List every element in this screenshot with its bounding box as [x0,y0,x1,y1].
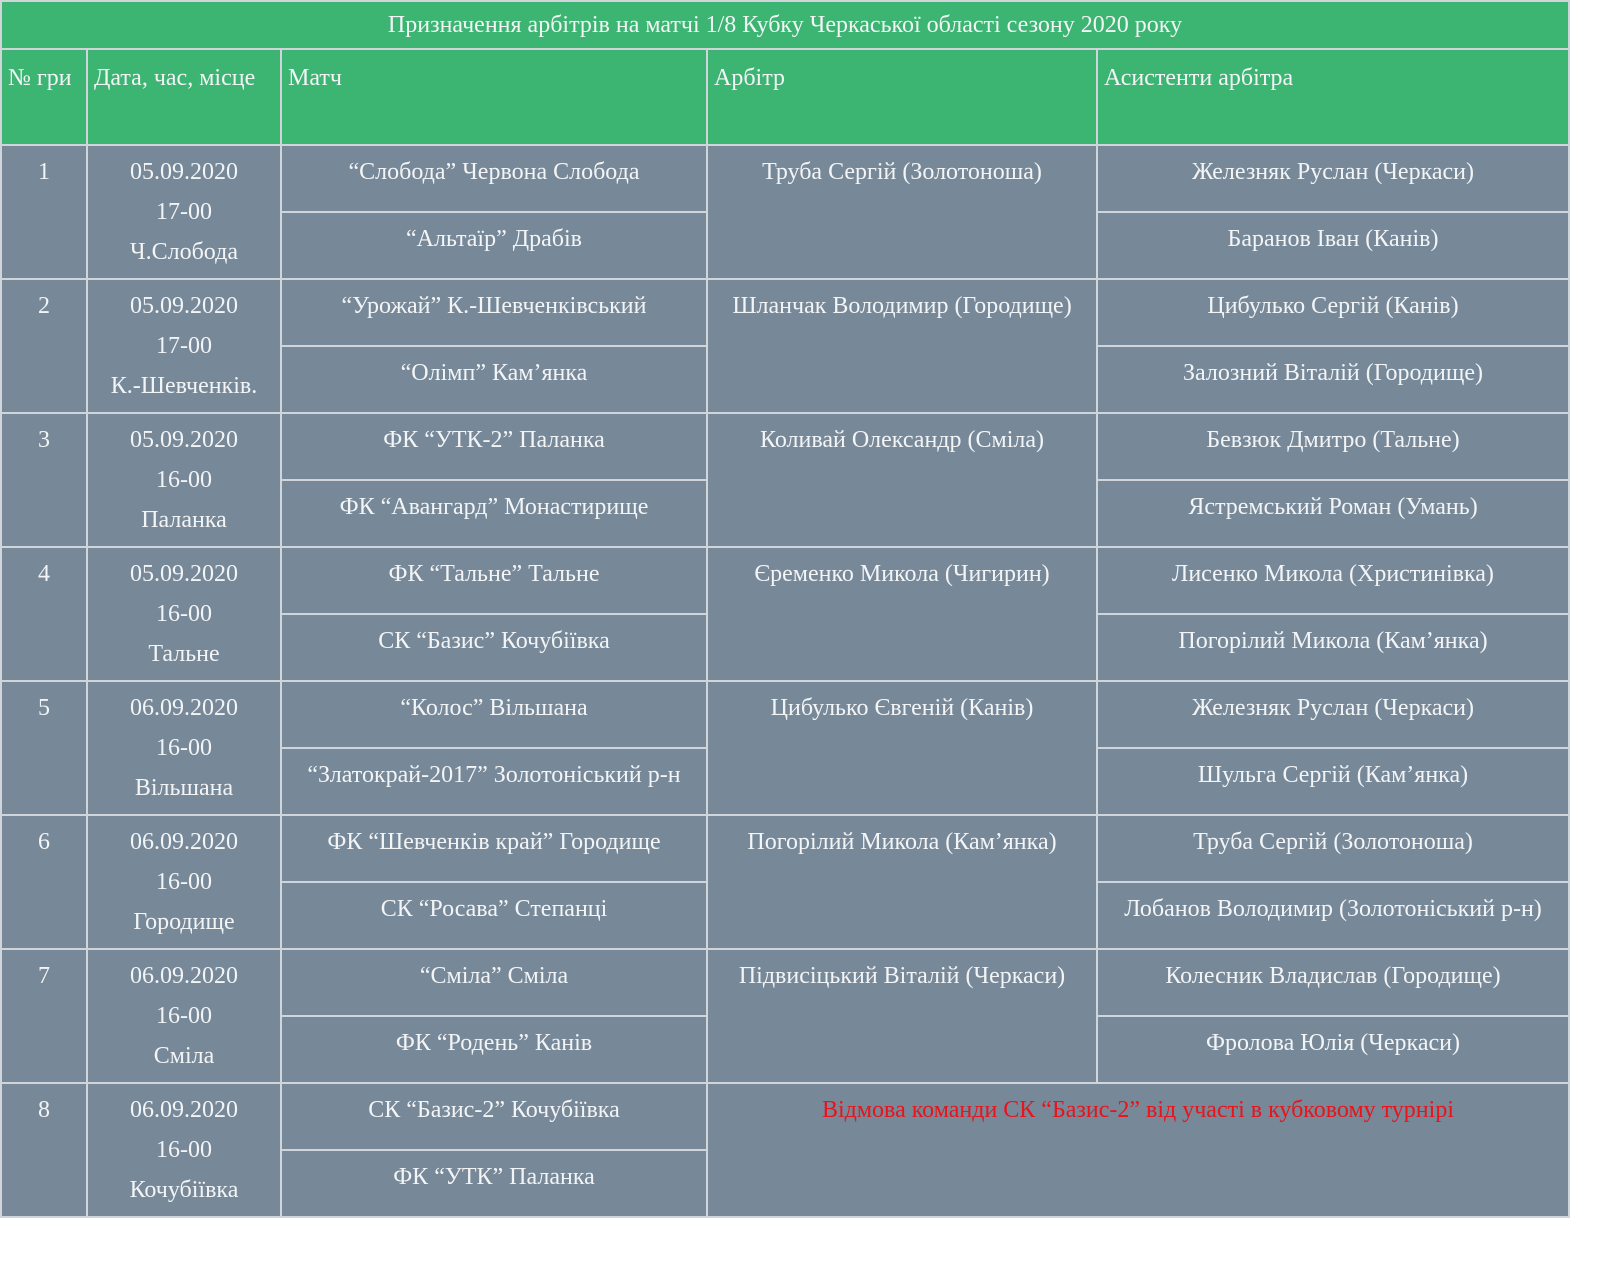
game-row [1,1083,1569,1150]
away-team: СК “Базис” Кочубіївка [281,614,707,681]
date-time-place [87,681,281,815]
home-team: “Колос” Вільшана [281,681,707,748]
referee: Погорілий Микола (Кам’янка) [707,815,1097,949]
game-date: 05.09.2020 [130,293,238,319]
home-team: “Сміла” Сміла [281,949,707,1016]
home-team: “Урожай” К.-Шевченківський [281,279,707,346]
game-time: 16-00 [156,601,212,627]
game-number: 4 [1,547,87,681]
game-number: 2 [1,279,87,413]
assistant-referee: Баранов Іван (Канів) [1097,212,1569,279]
game-time: 17-00 [156,199,212,225]
assistant-referee: Железняк Руслан (Черкаси) [1097,145,1569,212]
col-header-match: Матч [281,49,707,145]
date-time-place [87,1083,281,1217]
game-place: Вільшана [134,775,234,801]
col-header-date: Дата, час, місце [87,49,281,145]
game-date: 06.09.2020 [130,963,238,989]
table-title: Призначення арбітрів на матчі 1/8 Кубку Черкаської області сезону 2020 року [1,1,1569,49]
date-time-place [87,279,281,413]
assistant-referee: Бевзюк Дмитро (Тальне) [1097,413,1569,480]
game-number: 5 [1,681,87,815]
game-place: Сміла [153,1043,215,1069]
game-row [1,145,1569,212]
game-date: 06.09.2020 [130,1097,238,1123]
game-place: Паланка [141,507,227,533]
assistant-referee: Шульга Сергій (Кам’янка) [1097,748,1569,815]
away-team: ФК “Родень” Канів [281,1016,707,1083]
home-team: ФК “УТК-2” Паланка [281,413,707,480]
assistant-referee: Железняк Руслан (Черкаси) [1097,681,1569,748]
game-time: 16-00 [156,869,212,895]
game-row [1,279,1569,346]
away-team: СК “Росава” Степанці [281,882,707,949]
col-header-game-no: № гри [1,49,87,145]
game-row [1,949,1569,1016]
game-time: 16-00 [156,735,212,761]
refusal-note: Відмова команди СК “Базис-2” від участі в кубковому турнірі [707,1083,1569,1217]
game-time: 16-00 [156,467,212,493]
game-place: Кочубіївка [129,1177,239,1203]
col-header-assistants: Асистенти арбітра [1097,49,1569,145]
game-date: 06.09.2020 [130,829,238,855]
game-number: 3 [1,413,87,547]
assistant-referee: Ястремський Роман (Умань) [1097,480,1569,547]
game-number: 1 [1,145,87,279]
referee: Єременко Микола (Чигирин) [707,547,1097,681]
game-date: 05.09.2020 [130,561,238,587]
away-team: “Златокрай-2017” Золотоніський р-н [281,748,707,815]
game-date: 05.09.2020 [130,427,238,453]
assistant-referee: Труба Сергій (Золотоноша) [1097,815,1569,882]
game-number: 6 [1,815,87,949]
date-time-place [87,413,281,547]
game-time: 17-00 [156,333,212,359]
assistant-referee: Цибулько Сергій (Канів) [1097,279,1569,346]
away-team: ФК “УТК” Паланка [281,1150,707,1217]
game-place: Городище [133,909,235,935]
assistant-referee: Погорілий Микола (Кам’янка) [1097,614,1569,681]
game-number: 8 [1,1083,87,1217]
col-header-referee: Арбітр [707,49,1097,145]
referee: Шланчак Володимир (Городище) [707,279,1097,413]
home-team: ФК “Шевченків край” Городище [281,815,707,882]
referee: Коливай Олександр (Сміла) [707,413,1097,547]
game-place: Тальне [148,641,220,667]
home-team: “Слобода” Червона Слобода [281,145,707,212]
referee: Цибулько Євгеній (Канів) [707,681,1097,815]
game-row [1,547,1569,614]
assistant-referee: Лобанов Володимир (Золотоніський р-н) [1097,882,1569,949]
table-body [1,145,1569,1217]
game-time: 16-00 [156,1003,212,1029]
game-number: 7 [1,949,87,1083]
game-row [1,815,1569,882]
away-team: “Альтаїр” Драбів [281,212,707,279]
referee: Підвисіцький Віталій (Черкаси) [707,949,1097,1083]
assistant-referee: Лисенко Микола (Христинівка) [1097,547,1569,614]
date-time-place [87,145,281,279]
header-row [1,49,1569,145]
home-team: ФК “Тальне” Тальне [281,547,707,614]
away-team: ФК “Авангард” Монастирище [281,480,707,547]
game-row [1,681,1569,748]
date-time-place [87,815,281,949]
assistant-referee: Фролова Юлія (Черкаси) [1097,1016,1569,1083]
home-team: СК “Базис-2” Кочубіївка [281,1083,707,1150]
date-time-place [87,949,281,1083]
assistant-referee: Залозний Віталій (Городище) [1097,346,1569,413]
game-date: 05.09.2020 [130,159,238,185]
game-place: К.-Шевченків. [110,373,258,399]
away-team: “Олімп” Кам’янка [281,346,707,413]
game-date: 06.09.2020 [130,695,238,721]
game-row [1,413,1569,480]
game-time: 16-00 [156,1137,212,1163]
assistant-referee: Колесник Владислав (Городище) [1097,949,1569,1016]
referee: Труба Сергій (Золотоноша) [707,145,1097,279]
title-row [1,1,1569,49]
game-place: Ч.Слобода [130,239,238,265]
date-time-place [87,547,281,681]
